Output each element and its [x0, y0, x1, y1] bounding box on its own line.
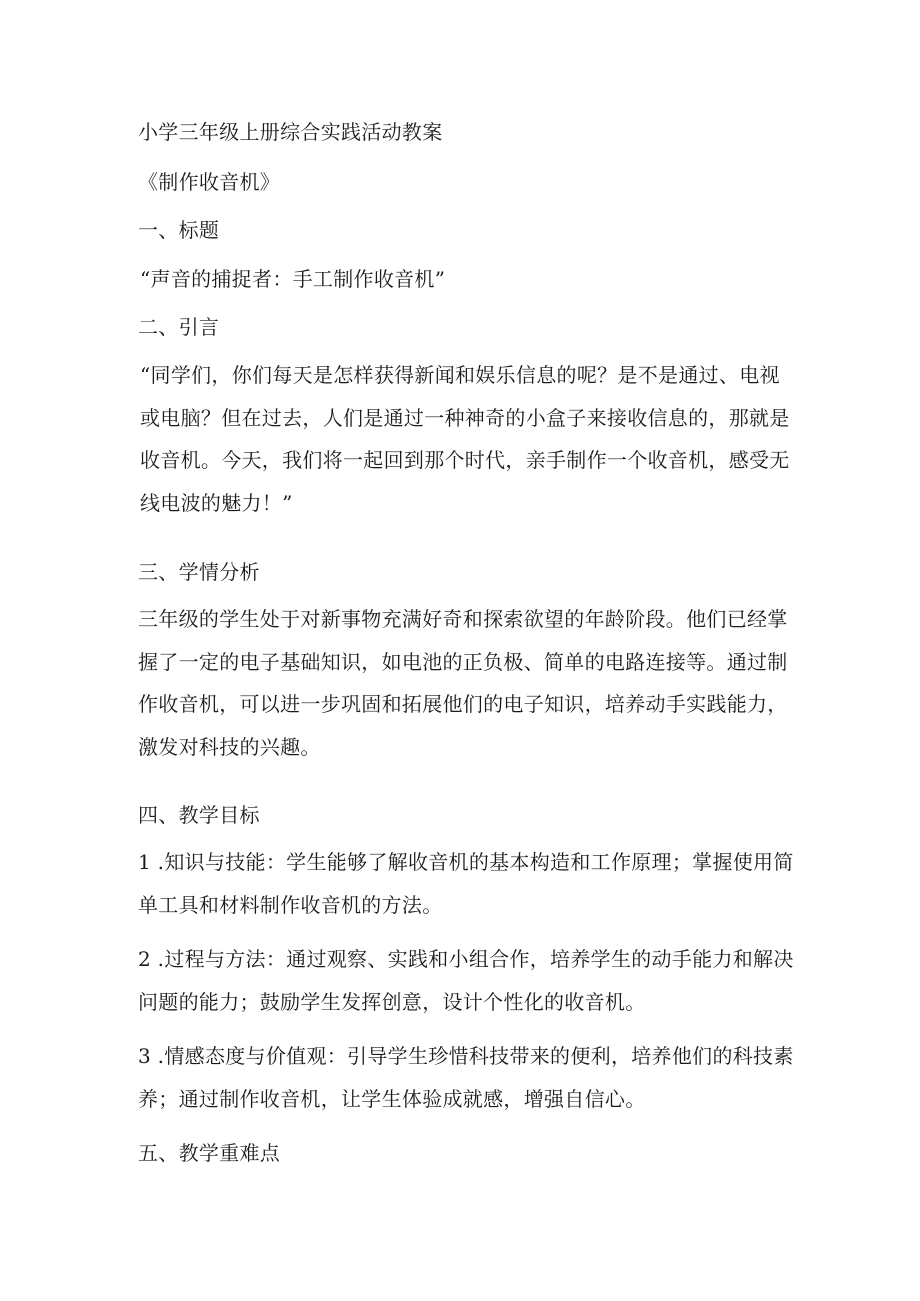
section-heading-key-points: 五、教学重难点 — [138, 1141, 281, 1165]
objective-item — [138, 938, 794, 1023]
intro-line: 或电脑？但在过去，人们是通过一种神奇的小盒子来接收信息的，那就是 — [140, 405, 790, 430]
intro-line: “同学们，你们每天是怎样获得新闻和娱乐信息的呢？是不是通过、电视 — [140, 363, 780, 387]
section-heading-title: 一、标题 — [138, 218, 220, 242]
lesson-title: 《制作收音机》 — [138, 170, 281, 194]
intro-line: 线电波的魅力！” — [140, 490, 293, 515]
title-text: “声音的捕捉者：手工制作收音机” — [140, 267, 446, 291]
objective-line: 问题的能力；鼓励学生发挥创意，设计个性化的收音机。 — [138, 989, 646, 1014]
document-header: 小学三年级上册综合实践活动教案 — [138, 120, 443, 144]
analysis-line: 握了一定的电子基础知识，如电池的正负极、简单的电路连接等。通过制 — [138, 649, 788, 674]
objective-item — [138, 1035, 794, 1120]
section-heading-analysis: 三、学情分析 — [138, 560, 260, 584]
intro-paragraph — [140, 354, 788, 524]
section-heading-objectives: 四、教学目标 — [138, 803, 260, 827]
objective-item — [138, 841, 794, 926]
objective-line: 3 .情感态度与价值观：引导学生珍惜科技带来的便利，培养他们的科技素 — [138, 1044, 794, 1068]
analysis-line: 作收音机，可以进一步巩固和拓展他们的电子知识，培养动手实践能力， — [138, 692, 788, 716]
analysis-line: 激发对科技的兴趣。 — [138, 734, 321, 759]
objective-line: 养；通过制作收音机，让学生体验成就感，增强自信心。 — [138, 1086, 646, 1111]
analysis-line: 三年级的学生处于对新事物充满好奇和探索欲望的年龄阶段。他们已经掌 — [138, 607, 788, 631]
objective-line: 2 .过程与方法：通过观察、实践和小组合作，培养学生的动手能力和解决 — [138, 947, 794, 971]
objective-line: 1 .知识与技能：学生能够了解收音机的基本构造和工作原理；掌握使用简 — [138, 850, 794, 874]
analysis-paragraph — [138, 598, 786, 768]
objective-line: 单工具和材料制作收音机的方法。 — [138, 892, 443, 917]
intro-line: 收音机。今天，我们将一起回到那个时代，亲手制作一个收音机，感受无 — [140, 448, 790, 472]
section-heading-intro: 二、引言 — [138, 315, 220, 339]
